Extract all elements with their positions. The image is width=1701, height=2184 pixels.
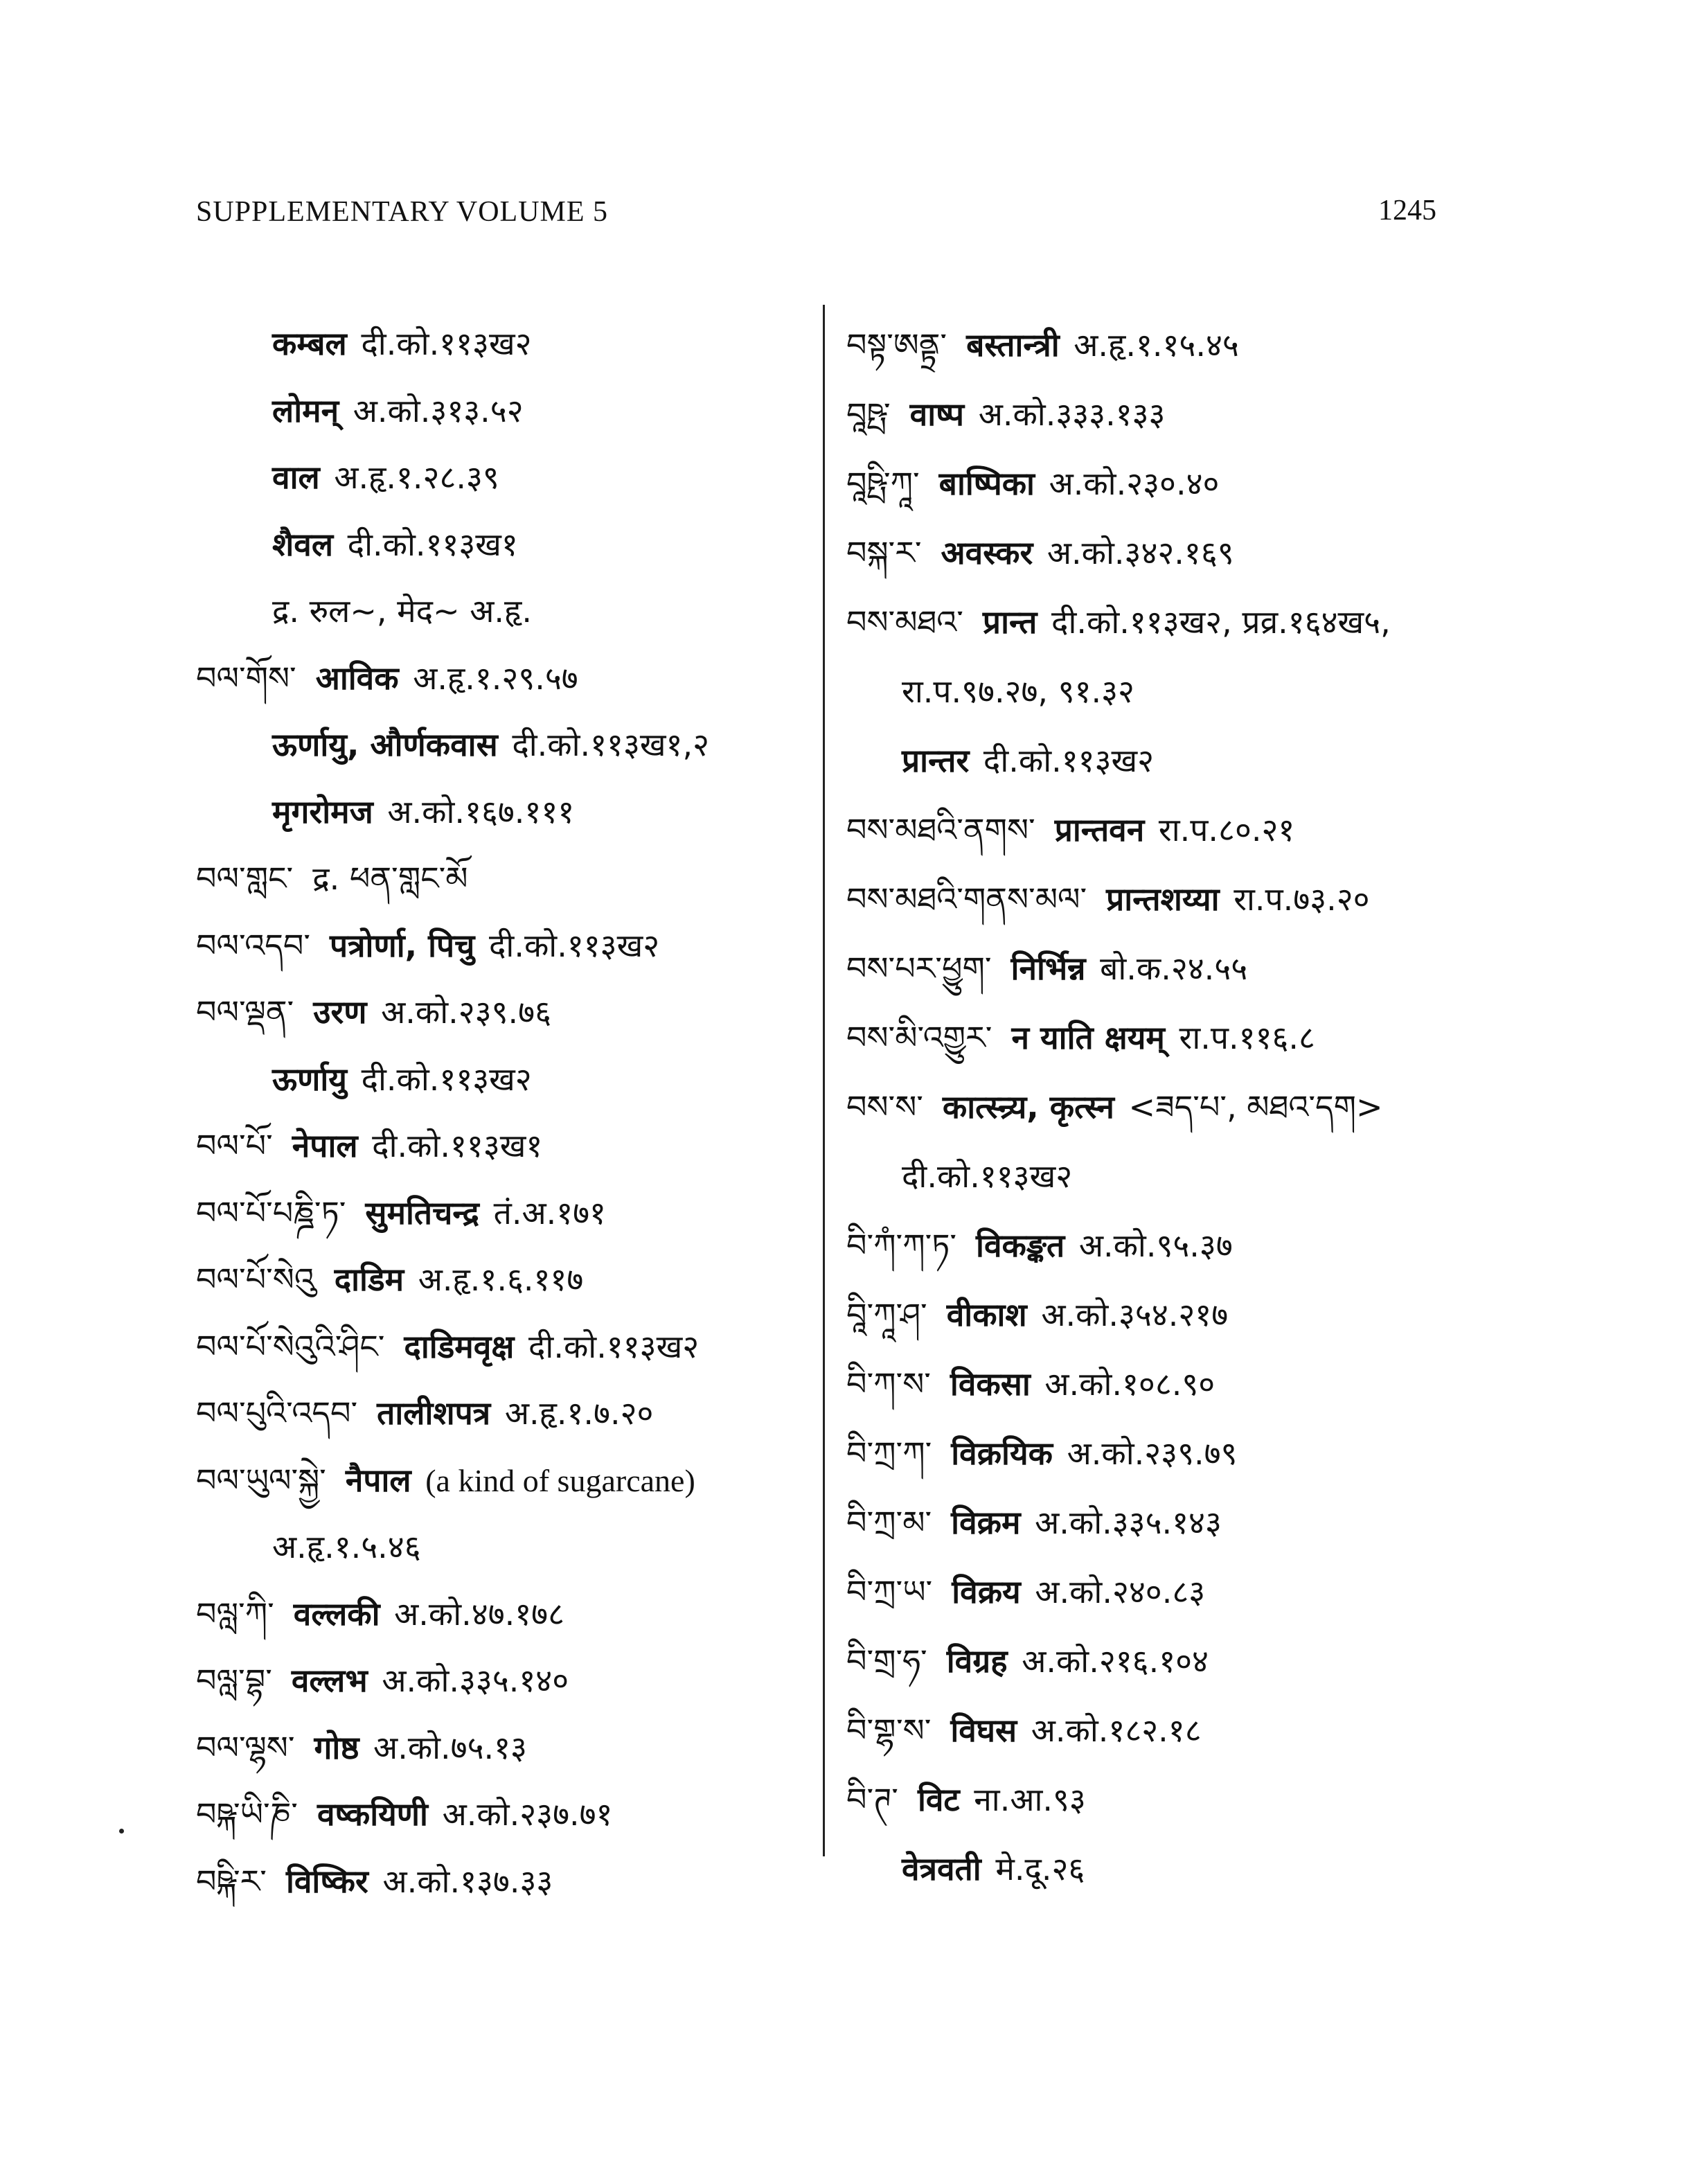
dictionary-entry: [196, 779, 812, 846]
source-reference: अ.हृ.१.७.२०: [504, 1394, 654, 1432]
tibetan-term: བཱི་ཀཱ་ཤ་: [846, 1296, 927, 1333]
tibetan-term: བལླ་བྷ་: [196, 1662, 272, 1699]
source-reference: रा.प.११६.८: [1179, 1019, 1315, 1056]
tibetan-term: བལ་པོ་སེའུའི་ཤིང་: [196, 1327, 385, 1365]
tibetan-term: བི་ཀྲ་ཀ་: [846, 1435, 932, 1472]
dictionary-entry: [846, 1419, 1484, 1488]
sanskrit-headword: वेत्रवती: [902, 1850, 981, 1888]
sanskrit-headword: विक्रम: [951, 1504, 1021, 1541]
dictionary-entry: [846, 1765, 1484, 1834]
dictionary-entry: [196, 1112, 812, 1180]
dictionary-entry: [196, 1447, 812, 1514]
dictionary-entry: [846, 518, 1484, 587]
sanskrit-headword: पत्रोर्णा, पिचु: [330, 926, 475, 964]
sanskrit-headword: निर्भिन्न: [1010, 950, 1086, 987]
tibetan-term: བཥྐ་ཡི་ཎི་: [196, 1795, 298, 1833]
tibetan-term: བི་ཀྲ་ཡ་: [846, 1573, 933, 1610]
dictionary-entry: [846, 657, 1484, 726]
source-reference: अ.हृ.१.६.११७: [418, 1261, 584, 1298]
source-reference: अ.हृ.१.५.४६: [272, 1528, 421, 1565]
sanskrit-headword: आविक: [315, 659, 399, 697]
source-reference: तं.अ.१७१: [493, 1193, 606, 1232]
dictionary-entry: [846, 449, 1484, 518]
tibetan-term: བལ་འདབ་: [196, 926, 311, 964]
column-divider: [823, 305, 825, 1856]
dictionary-entry: [846, 1557, 1484, 1626]
sanskrit-headword: बाष्पिका: [938, 465, 1035, 502]
source-reference: अ.को.३३५.१४०: [382, 1662, 569, 1699]
tibetan-term: བི་ཀྲ་མ་: [846, 1504, 932, 1541]
dictionary-entry: [196, 310, 812, 378]
dictionary-entry: [196, 378, 812, 445]
tibetan-term: བལ་ཡུལ་སྐྱེ་: [196, 1461, 326, 1499]
dictionary-entry: [196, 1313, 812, 1380]
tibetan-term: བས་ས་: [846, 1088, 923, 1126]
right-column: [846, 310, 1484, 1903]
source-reference: अ.को.१३७.३३: [382, 1862, 553, 1900]
sanskrit-headword: लोमन्: [272, 391, 339, 429]
source-reference: अ.हृ.१.२९.५७: [413, 659, 578, 697]
dictionary-entry: [196, 1380, 812, 1447]
sanskrit-headword: गोष्ठ: [314, 1728, 359, 1766]
tibetan-term: བས་པར་ཕྱུག་: [846, 950, 992, 987]
tibetan-term: བལ་པོ་སེའུ: [196, 1261, 315, 1298]
source-reference: अ.हृ.१.१५.४५: [1074, 326, 1239, 364]
source-reference: अ.को.२३९.७६: [381, 993, 551, 1031]
dictionary-entry: [196, 1848, 812, 1915]
dictionary-entry: [846, 1349, 1484, 1419]
source-reference: अ.को.३५४.२१७: [1041, 1296, 1229, 1333]
dictionary-entry: [846, 310, 1484, 380]
dictionary-entry: [196, 1513, 812, 1581]
source-reference: दी.को.११३ख१: [372, 1127, 543, 1164]
dictionary-entry: [196, 845, 812, 912]
source-reference: दी.को.११३ख१: [347, 525, 518, 563]
dictionary-entry: [846, 864, 1484, 934]
source-reference: अ.को.१८२.१८: [1031, 1712, 1202, 1749]
sanskrit-headword: वष्कयिणी: [317, 1795, 428, 1833]
source-reference: अ.को.३१३.५२: [353, 391, 524, 429]
left-column: [196, 310, 812, 1915]
ink-speck: [119, 1829, 124, 1834]
source-reference: ना.आ.९३: [974, 1781, 1086, 1818]
sanskrit-headword: बस्तान्त्री: [966, 326, 1060, 364]
sanskrit-headword: प्रान्त: [982, 603, 1037, 641]
sanskrit-headword: विक्रय: [952, 1573, 1021, 1610]
source-reference: अ.को.२३७.७१: [442, 1795, 613, 1833]
sanskrit-headword: विष्किर: [285, 1862, 368, 1900]
sanskrit-headword: विकसा: [950, 1365, 1031, 1403]
tibetan-term: བས་མཐའ་: [846, 603, 963, 641]
sanskrit-headword: वल्लभ: [291, 1662, 368, 1699]
tibetan-term: བི་ཊ་: [846, 1781, 898, 1818]
sanskrit-headword: दाडिम: [334, 1261, 404, 1298]
dictionary-entry: [846, 795, 1484, 864]
source-reference: दी.को.११३ख२: [361, 325, 532, 362]
tibetan-term: བཱཥྤ་: [846, 396, 891, 433]
dictionary-entry: [846, 1626, 1484, 1696]
tibetan-term: བས་མི་འགྱུར་: [846, 1019, 992, 1056]
dictionary-entry: [846, 1696, 1484, 1765]
sanskrit-headword: वल्लकी: [293, 1595, 380, 1633]
dictionary-entry: [196, 979, 812, 1046]
tibetan-term: བསྐ་ར་: [846, 534, 922, 571]
sanskrit-headword: दाडिमवृक्ष: [404, 1327, 515, 1365]
dictionary-entry: [846, 1488, 1484, 1557]
sanskrit-headword: विकङ्कत: [976, 1227, 1065, 1264]
source-reference: दी.को.११३ख२: [361, 1060, 532, 1098]
sanskrit-headword: विग्रह: [946, 1642, 1008, 1680]
sanskrit-headword: प्रान्तवन: [1054, 811, 1145, 849]
dictionary-entry: [196, 578, 812, 645]
page-number: 1245: [1378, 195, 1436, 227]
tibetan-term: བི་གྲ་ཧ་: [846, 1642, 927, 1680]
source-reference: रा.प.९७.२७, ९१.३२: [902, 673, 1134, 710]
source-reference: अ.को.७५.१३: [373, 1728, 527, 1766]
dictionary-entry: [196, 1246, 812, 1313]
sanskrit-headword: वाष्प: [909, 396, 965, 433]
sanskrit-headword: सुमतिचन्द्र: [365, 1193, 479, 1232]
sanskrit-headword: ऊर्णायु: [272, 1060, 347, 1098]
sanskrit-headword: न याति क्षयम्: [1011, 1019, 1165, 1056]
source-reference: अ.को.२१६.१०४: [1022, 1642, 1209, 1680]
sanskrit-headword: प्रान्तर: [902, 742, 970, 779]
dictionary-entry: [846, 1834, 1484, 1903]
tibetan-term: བི་ཀཾ་ཀ་ཏ་: [846, 1227, 957, 1264]
source-reference: अ.को.३३३.१३३: [978, 396, 1166, 433]
dictionary-entry: [196, 645, 812, 712]
source-reference: मे.दू.२६: [995, 1850, 1085, 1888]
source-reference: बो.क.२४.५५: [1100, 950, 1248, 987]
tibetan-term: བལ་གླང་: [196, 860, 294, 897]
tibetan-term: བཥྐི་ར་: [196, 1862, 267, 1900]
tibetan-term: བས་མཐའི་གནས་མལ་: [846, 880, 1087, 918]
source-reference: (a kind of sugarcane): [425, 1462, 695, 1498]
source-reference: अ.को.३४२.१६९: [1047, 534, 1234, 571]
sanskrit-headword: कम्बल: [272, 325, 347, 362]
source-reference: रा.प.८०.२१: [1158, 811, 1295, 849]
source-reference: अ.को.३३५.१४३: [1035, 1504, 1222, 1541]
dictionary-entry: [846, 587, 1484, 657]
tibetan-term: བི་ཀ་ས་: [846, 1365, 931, 1403]
dictionary-entry: [846, 1003, 1484, 1072]
dictionary-entry: [196, 1581, 812, 1648]
tibetan-term: བཱཥྤི་ཀཱ་: [846, 465, 920, 502]
source-reference: अ.को.२४०.८३: [1035, 1573, 1206, 1610]
tibetan-term: བས་མཐའི་ནགས་: [846, 811, 1035, 849]
dictionary-entry: [196, 1046, 812, 1113]
tibetan-term: བལ་པོ་: [196, 1127, 273, 1164]
dictionary-entry: [196, 444, 812, 511]
sanskrit-headword: विघस: [950, 1712, 1017, 1749]
source-reference: दी.को.११३ख१,२: [512, 726, 709, 763]
sanskrit-headword: कात्स्न्र्य, कृत्स्न: [942, 1088, 1114, 1126]
source-reference: रा.प.७३.२०: [1234, 880, 1370, 918]
tibetan-term: བི་གྷ་ས་: [846, 1712, 932, 1749]
tibetan-term: བལ་ལྡན་: [196, 993, 294, 1031]
running-header: SUPPLEMENTARY VOLUME 5: [196, 196, 609, 228]
source-reference: <ཟད་པ་, མཐའ་དག>: [1128, 1088, 1383, 1126]
source-reference: अ.को.४७.१७८: [394, 1595, 564, 1633]
source-reference: अ.को.१६७.१११: [387, 792, 575, 831]
source-reference: अ.को.१०८.९०: [1044, 1365, 1215, 1403]
tibetan-term: བལ་པུའི་འདབ་: [196, 1394, 358, 1432]
dictionary-entry: [196, 1714, 812, 1782]
sanskrit-headword: विट: [917, 1781, 960, 1818]
dictionary-entry: [196, 912, 812, 979]
sanskrit-headword: वीकाश: [946, 1296, 1027, 1333]
source-reference: अ.को.९५.३७: [1078, 1227, 1233, 1264]
source-reference: दी.को.११३ख२: [528, 1327, 700, 1365]
tibetan-term: བལླ་ཀི་: [196, 1595, 274, 1633]
source-reference: दी.को.११३ख२, प्रव्र.१६४ख५,: [1051, 603, 1391, 641]
tibetan-term: བལ་ལྷས་: [196, 1728, 295, 1766]
source-reference: अ.को.२३९.७९: [1067, 1435, 1238, 1472]
sanskrit-headword: मृगरोमज: [272, 792, 373, 831]
sanskrit-headword: नेपाल: [292, 1127, 358, 1164]
sanskrit-headword: प्रान्तशय्या: [1106, 880, 1220, 918]
source-reference: दी.को.११३ख२: [983, 742, 1155, 779]
tibetan-term: བལ་པོ་པཎྜི་ཏ་: [196, 1193, 346, 1232]
tibetan-term: བལ་གོས་: [196, 659, 296, 697]
source-reference: दी.को.११३ख२: [489, 926, 660, 964]
dictionary-entry: [846, 726, 1484, 795]
dictionary-entry: [196, 1781, 812, 1848]
source-reference: अ.हृ.१.२८.३९: [334, 459, 499, 496]
dictionary-entry: [846, 934, 1484, 1003]
sanskrit-headword: तालीशपत्र: [377, 1394, 491, 1432]
dictionary-entry: [196, 1647, 812, 1714]
dictionary-entry: [846, 1072, 1484, 1142]
dictionary-entry: [196, 711, 812, 779]
source-reference: अ.को.२३०.४०: [1049, 465, 1220, 502]
source-reference: दी.को.११३ख२: [902, 1157, 1073, 1195]
source-reference: द्र. ཕན་གླང་མོ: [312, 860, 468, 897]
sanskrit-headword: ऊर्णायु, और्णकवास: [272, 726, 498, 763]
dictionary-entry: [846, 1142, 1484, 1211]
sanskrit-headword: अवस्कर: [941, 534, 1033, 571]
dictionary-entry: [846, 1280, 1484, 1349]
dictionary-entry: [846, 1211, 1484, 1280]
dictionary-entry: [846, 380, 1484, 449]
sanskrit-headword: वाल: [272, 459, 320, 496]
dictionary-entry: [196, 1180, 812, 1247]
sanskrit-headword: शैवल: [272, 525, 334, 563]
dictionary-entry: [196, 511, 812, 578]
sanskrit-headword: विक्रयिक: [951, 1435, 1053, 1472]
tibetan-term: བསྟ་ཨནྟྲ་: [846, 326, 947, 364]
sanskrit-headword: नैपाल: [345, 1461, 411, 1499]
sanskrit-headword: उरण: [313, 993, 367, 1031]
source-reference: द्र. रुल~, मेद~ अ.हृ.: [272, 592, 532, 630]
